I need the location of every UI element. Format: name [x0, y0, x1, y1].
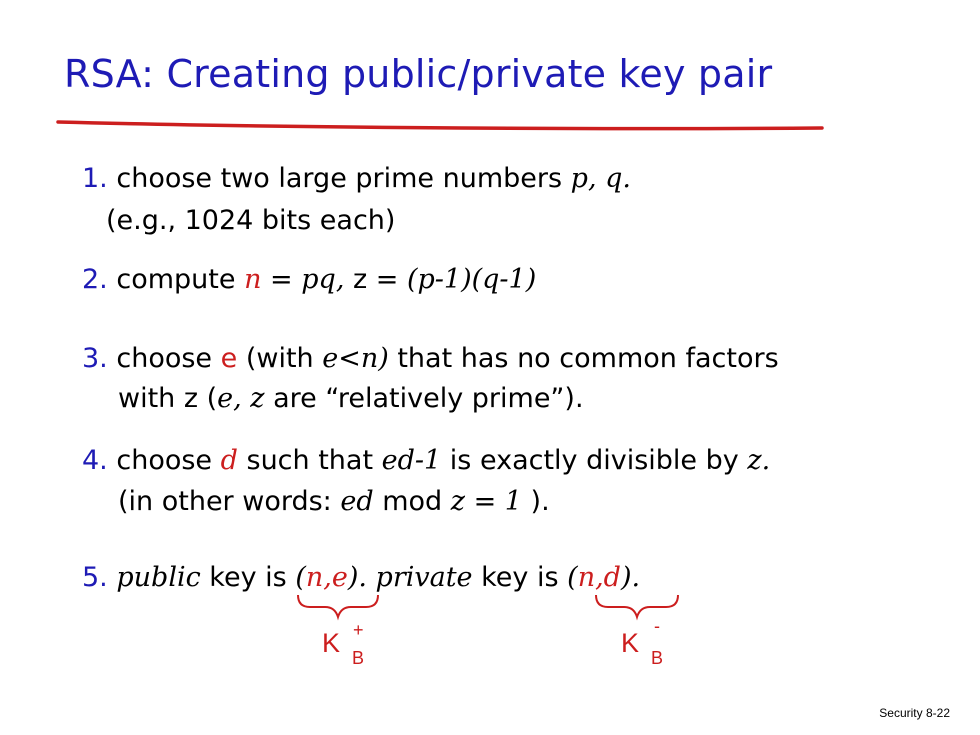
step-number: 2.	[82, 264, 108, 295]
step-text: with z (	[118, 383, 218, 414]
slide-footer: Security 8-22	[879, 706, 950, 720]
step-math: ).	[347, 562, 367, 593]
step-math: pq,	[301, 264, 345, 295]
private-key-value: n,d	[577, 562, 621, 593]
step-math: private	[375, 562, 473, 593]
step-math: e<n)	[322, 343, 389, 374]
step-number: 5.	[82, 562, 108, 593]
step-math: ed-1	[381, 445, 442, 476]
step-1-line-2: (e.g., 1024 bits each)	[106, 205, 396, 236]
step-math: p, q.	[570, 163, 631, 194]
step-text: that has no common factors	[388, 343, 779, 374]
step-text: choose	[116, 445, 221, 476]
step-text: ).	[521, 486, 550, 517]
step-number: 1.	[82, 163, 108, 194]
step-math: public	[116, 562, 201, 593]
step-math: (	[567, 562, 578, 593]
step-math: ed	[340, 486, 374, 517]
step-text: such that	[237, 445, 382, 476]
step-text: choose two large prime numbers	[116, 163, 571, 194]
key-superscript: -	[654, 616, 660, 636]
step-3-line-2	[118, 383, 584, 414]
step-math: e, z	[217, 383, 265, 414]
step-text: mod	[373, 486, 451, 517]
slide-title: RSA: Creating public/private key pair	[64, 52, 773, 96]
step-text: are “relatively prime”).	[264, 383, 584, 414]
step-5	[82, 562, 640, 593]
public-key-brace	[298, 595, 378, 617]
step-number: 3.	[82, 343, 108, 374]
step-text: choose	[116, 343, 221, 374]
step-2	[82, 264, 536, 295]
step-text	[367, 562, 376, 593]
step-4-line-1	[82, 445, 770, 476]
step-text: (with	[237, 343, 323, 374]
step-math: z	[450, 486, 465, 517]
step-math: (	[295, 562, 306, 593]
key-letter: K	[621, 628, 640, 658]
key-subscript: B	[352, 648, 365, 668]
key-superscript: +	[353, 620, 364, 640]
step-4-line-2	[118, 486, 550, 517]
step-text: is exactly divisible by	[441, 445, 748, 476]
step-text: key is	[200, 562, 296, 593]
var-n: n	[244, 264, 262, 295]
var-d: d	[220, 445, 238, 476]
step-text: =	[261, 264, 302, 295]
step-3-line-1	[82, 343, 779, 374]
step-1-line-1	[82, 163, 631, 194]
step-text: (in other words:	[118, 486, 341, 517]
public-key-value: n,e	[305, 562, 348, 593]
private-key-brace	[596, 595, 678, 617]
title-underline	[58, 122, 822, 129]
step-text: compute	[116, 264, 245, 295]
step-number: 4.	[82, 445, 108, 476]
step-text: z =	[344, 264, 407, 295]
step-math: ).	[620, 562, 641, 593]
key-letter: K	[322, 628, 341, 658]
step-math: z.	[747, 445, 771, 476]
step-text: =	[464, 486, 505, 517]
var-e: e	[220, 343, 238, 374]
key-subscript: B	[651, 648, 664, 668]
step-math: 1	[504, 486, 522, 517]
step-math: (p-1)(q-1)	[406, 264, 537, 295]
step-text: key is	[472, 562, 568, 593]
